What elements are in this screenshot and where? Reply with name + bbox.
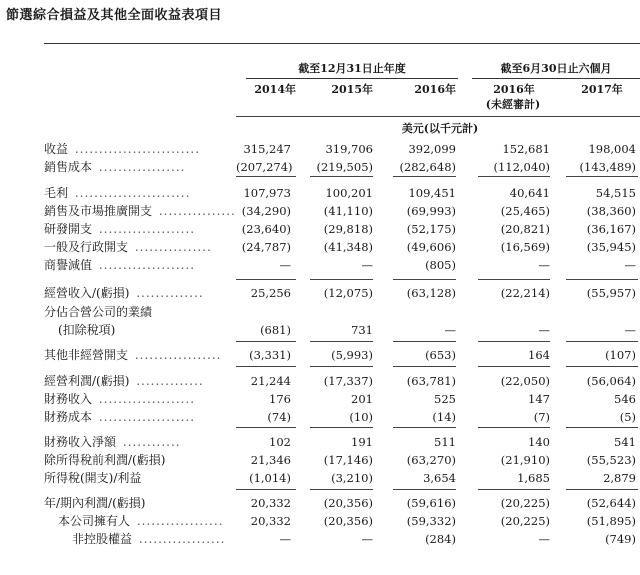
row-value: 21,346 <box>250 453 291 467</box>
row-label-text: 收益 <box>44 142 69 156</box>
row-value: (14) <box>432 410 456 424</box>
row-value: (20,225) <box>500 496 550 510</box>
row-value: (20,821) <box>500 222 550 236</box>
row-value: (22,214) <box>500 286 550 300</box>
leader-dots: .................. <box>132 514 224 528</box>
row-value: (282,648) <box>399 160 456 174</box>
row-label <box>44 390 195 408</box>
subtotal-rule <box>236 427 296 428</box>
leader-dots: ................ <box>154 204 236 218</box>
leader-dots: .......................... <box>70 142 201 156</box>
row-value: 140 <box>528 435 550 449</box>
row-value: 1,685 <box>517 471 550 485</box>
row-label <box>44 494 145 512</box>
row-value: (3,210) <box>331 471 373 485</box>
row-value: (25,465) <box>500 204 550 218</box>
table-row <box>0 158 640 176</box>
leader-dots: .................. <box>130 348 222 362</box>
subtotal-rule <box>393 176 456 177</box>
row-label-text: 銷售及市場推廣開支 <box>44 204 153 218</box>
row-label <box>44 303 152 321</box>
row-label-text: 其他非經營開支 <box>44 348 129 362</box>
subtotal-rule <box>478 176 550 177</box>
row-value: (35,945) <box>586 240 636 254</box>
table-row <box>0 433 640 451</box>
row-value: — <box>538 532 550 546</box>
unit-label: 美元(以千元計) <box>401 122 479 135</box>
row-value: 147 <box>528 392 550 406</box>
subtotal-rule <box>236 489 296 490</box>
row-value: (12,075) <box>323 286 373 300</box>
row-label-text: 商譽減值 <box>44 258 93 272</box>
subtotal-rule <box>393 366 456 367</box>
row-value: — <box>361 258 373 272</box>
table-row <box>0 140 640 158</box>
row-value: 20,332 <box>250 496 291 510</box>
table-row <box>0 321 640 339</box>
row-value: (52,175) <box>406 222 456 236</box>
table-title: 節選綜合損益及其他全面收益表項目 <box>6 8 223 23</box>
subtotal-rule <box>478 427 550 428</box>
table-row <box>0 256 640 274</box>
row-value: 102 <box>269 435 291 449</box>
table-row <box>0 512 640 530</box>
table-row <box>0 469 640 487</box>
leader-dots: .............. <box>131 374 204 388</box>
row-value: (52,644) <box>586 496 636 510</box>
row-value: (41,348) <box>323 240 373 254</box>
row-value: 40,641 <box>509 186 550 200</box>
row-label <box>44 202 236 220</box>
row-value: (7) <box>533 410 550 424</box>
row-label <box>44 184 190 202</box>
subtotal-rule <box>310 366 373 367</box>
row-label-text: 除所得稅前利潤/(虧損) <box>44 453 166 467</box>
row-value <box>300 303 373 321</box>
subtotal-rule <box>310 489 373 490</box>
row-value: 54,515 <box>595 186 636 200</box>
header-unaudited-note: (未經審計) <box>485 98 541 111</box>
row-value: (112,040) <box>493 160 550 174</box>
row-label-text: 年/期內利潤/(虧損) <box>44 496 146 510</box>
header-year-2015: 2015年 <box>331 83 373 96</box>
table-row <box>0 408 640 426</box>
subtotal-rule <box>310 279 373 280</box>
row-value: 511 <box>434 435 456 449</box>
row-value: (653) <box>425 348 456 362</box>
table-row <box>0 303 640 321</box>
row-value: (284) <box>425 532 456 546</box>
row-value: (63,781) <box>406 374 456 388</box>
row-label <box>44 372 204 390</box>
row-value: 107,973 <box>243 186 291 200</box>
leader-dots: .................... <box>94 392 196 406</box>
subtotal-rule <box>236 176 296 177</box>
row-value: (1,014) <box>249 471 291 485</box>
row-value: 109,451 <box>408 186 456 200</box>
header-group-annual-rule <box>246 78 458 79</box>
subtotal-rule <box>310 176 373 177</box>
subtotal-rule <box>478 341 550 342</box>
row-value: — <box>624 323 636 337</box>
leader-dots: .................. <box>134 532 226 546</box>
row-value: 25,256 <box>250 286 291 300</box>
row-value: (38,360) <box>586 204 636 218</box>
row-label-text: 財務收入淨額 <box>44 435 117 449</box>
row-value: 541 <box>614 435 636 449</box>
row-value: 2,879 <box>603 471 636 485</box>
table-row <box>0 390 640 408</box>
row-label-text: 分佔合營公司的業績 <box>44 305 153 319</box>
row-value: (219,505) <box>316 160 373 174</box>
row-value <box>556 303 636 321</box>
table-row <box>0 372 640 390</box>
leader-dots: ................ <box>130 240 212 254</box>
row-value: 392,099 <box>408 142 456 156</box>
table-row <box>0 202 640 220</box>
leader-dots: .................. <box>94 160 186 174</box>
row-value: 164 <box>528 348 550 362</box>
row-label <box>44 451 165 469</box>
row-value: 525 <box>434 392 456 406</box>
row-value: 201 <box>351 392 373 406</box>
row-label-text: 銷售成本 <box>44 160 93 174</box>
row-value: (41,110) <box>323 204 373 218</box>
subtotal-rule <box>478 279 550 280</box>
header-year-2016: 2016年 <box>414 83 456 96</box>
row-value: (59,616) <box>406 496 456 510</box>
header-group-annual: 截至12月31日止年度 <box>298 62 406 75</box>
row-value: — <box>361 532 373 546</box>
header-year-2014: 2014年 <box>254 83 296 96</box>
row-label-text: 毛利 <box>44 186 69 200</box>
row-value: (5,993) <box>331 348 373 362</box>
row-value: 319,706 <box>325 142 373 156</box>
row-value: — <box>538 258 550 272</box>
table-row <box>0 238 640 256</box>
header-bottom-rule <box>236 116 640 117</box>
row-value: (20,356) <box>323 496 373 510</box>
row-value: 731 <box>351 323 373 337</box>
row-value: (34,290) <box>241 204 291 218</box>
subtotal-rule <box>566 341 638 342</box>
row-value: (20,225) <box>500 514 550 528</box>
row-label-text: 研發開支 <box>44 222 93 236</box>
row-value: (36,167) <box>586 222 636 236</box>
row-label <box>44 346 222 364</box>
row-value: (49,606) <box>406 240 456 254</box>
row-value: (59,332) <box>406 514 456 528</box>
row-value: (69,993) <box>406 204 456 218</box>
subtotal-rule <box>236 341 296 342</box>
row-value: 21,244 <box>250 374 291 388</box>
subtotal-rule <box>393 279 456 280</box>
subtotal-rule <box>393 341 456 342</box>
top-rule <box>44 43 640 44</box>
row-value: 3,654 <box>423 471 456 485</box>
row-value: (143,489) <box>579 160 636 174</box>
row-label <box>44 256 195 274</box>
row-value: (74) <box>267 410 291 424</box>
row-label <box>58 321 115 339</box>
row-label-text: 所得稅(開支)/利益 <box>44 471 142 485</box>
row-label <box>44 433 181 451</box>
subtotal-rule <box>566 176 638 177</box>
row-label-text: 非控股權益 <box>72 532 133 546</box>
row-value: (55,523) <box>586 453 636 467</box>
row-label-text: 經營利潤/(虧損) <box>44 374 130 388</box>
row-value: (805) <box>425 258 456 272</box>
row-label <box>44 469 141 487</box>
row-label <box>58 512 224 530</box>
subtotal-rule <box>310 341 373 342</box>
row-label <box>44 284 204 302</box>
row-value <box>236 303 291 321</box>
subtotal-rule <box>393 427 456 428</box>
row-value: (56,064) <box>586 374 636 388</box>
row-value: (749) <box>605 532 636 546</box>
subtotal-rule <box>566 489 638 490</box>
leader-dots: ........................ <box>70 186 191 200</box>
leader-dots: .................... <box>94 222 196 236</box>
subtotal-rule <box>566 366 638 367</box>
leader-dots: ............ <box>118 435 181 449</box>
row-value: (63,128) <box>406 286 456 300</box>
row-value: (63,270) <box>406 453 456 467</box>
subtotal-rule <box>478 366 550 367</box>
row-value: (20,356) <box>323 514 373 528</box>
table-row <box>0 220 640 238</box>
row-value: (29,818) <box>323 222 373 236</box>
row-value: — <box>279 258 291 272</box>
row-label-text: (扣除稅項) <box>58 323 116 337</box>
row-label-text: 財務成本 <box>44 410 93 424</box>
row-value: (17,337) <box>323 374 373 388</box>
row-value: 20,332 <box>250 514 291 528</box>
row-label-text: 本公司擁有人 <box>58 514 131 528</box>
row-value: 198,004 <box>588 142 636 156</box>
row-label <box>72 530 226 548</box>
row-value: 100,201 <box>325 186 373 200</box>
row-label <box>44 158 186 176</box>
row-value: (16,569) <box>500 240 550 254</box>
row-value: (24,787) <box>241 240 291 254</box>
header-group-half-rule <box>472 78 640 79</box>
header-year-2017-half: 2017年 <box>581 83 623 96</box>
row-value: (23,640) <box>241 222 291 236</box>
row-label <box>44 408 195 426</box>
row-label-text: 經營收入/(虧損) <box>44 286 130 300</box>
row-value: (22,050) <box>500 374 550 388</box>
row-label <box>44 220 195 238</box>
row-label-text: 財務收入 <box>44 392 93 406</box>
row-value: (107) <box>605 348 636 362</box>
leader-dots: .................... <box>94 258 196 272</box>
row-value: 191 <box>351 435 373 449</box>
subtotal-rule <box>236 279 296 280</box>
row-label-text: 一般及行政開支 <box>44 240 129 254</box>
row-value: (17,146) <box>323 453 373 467</box>
leader-dots: .............. <box>131 286 204 300</box>
row-value <box>470 303 550 321</box>
subtotal-rule <box>478 489 550 490</box>
row-value: 546 <box>614 392 636 406</box>
row-value <box>383 303 456 321</box>
row-value: (10) <box>349 410 373 424</box>
row-value: 176 <box>269 392 291 406</box>
leader-dots: .................... <box>94 410 196 424</box>
subtotal-rule <box>393 489 456 490</box>
subtotal-rule <box>566 279 638 280</box>
row-value: — <box>279 532 291 546</box>
subtotal-rule <box>310 427 373 428</box>
table-row <box>0 494 640 512</box>
table-row <box>0 346 640 364</box>
row-value: 315,247 <box>243 142 291 156</box>
subtotal-rule <box>566 427 638 428</box>
row-value: (207,274) <box>236 160 293 174</box>
row-label <box>44 140 200 158</box>
row-value: 152,681 <box>502 142 550 156</box>
table-row <box>0 451 640 469</box>
table-row <box>0 530 640 548</box>
subtotal-rule <box>236 366 296 367</box>
header-group-half: 截至6月30日止六個月 <box>500 62 612 75</box>
row-value: (51,895) <box>586 514 636 528</box>
row-value: — <box>624 258 636 272</box>
row-value: (3,331) <box>249 348 291 362</box>
row-label <box>44 238 212 256</box>
row-value: (681) <box>260 323 291 337</box>
row-value: (5) <box>619 410 636 424</box>
table-row <box>0 284 640 302</box>
row-value: — <box>444 323 456 337</box>
row-value: — <box>538 323 550 337</box>
table-row <box>0 184 640 202</box>
row-value: (21,910) <box>500 453 550 467</box>
row-value: (55,957) <box>586 286 636 300</box>
header-year-2016-half: 2016年 <box>493 83 535 96</box>
